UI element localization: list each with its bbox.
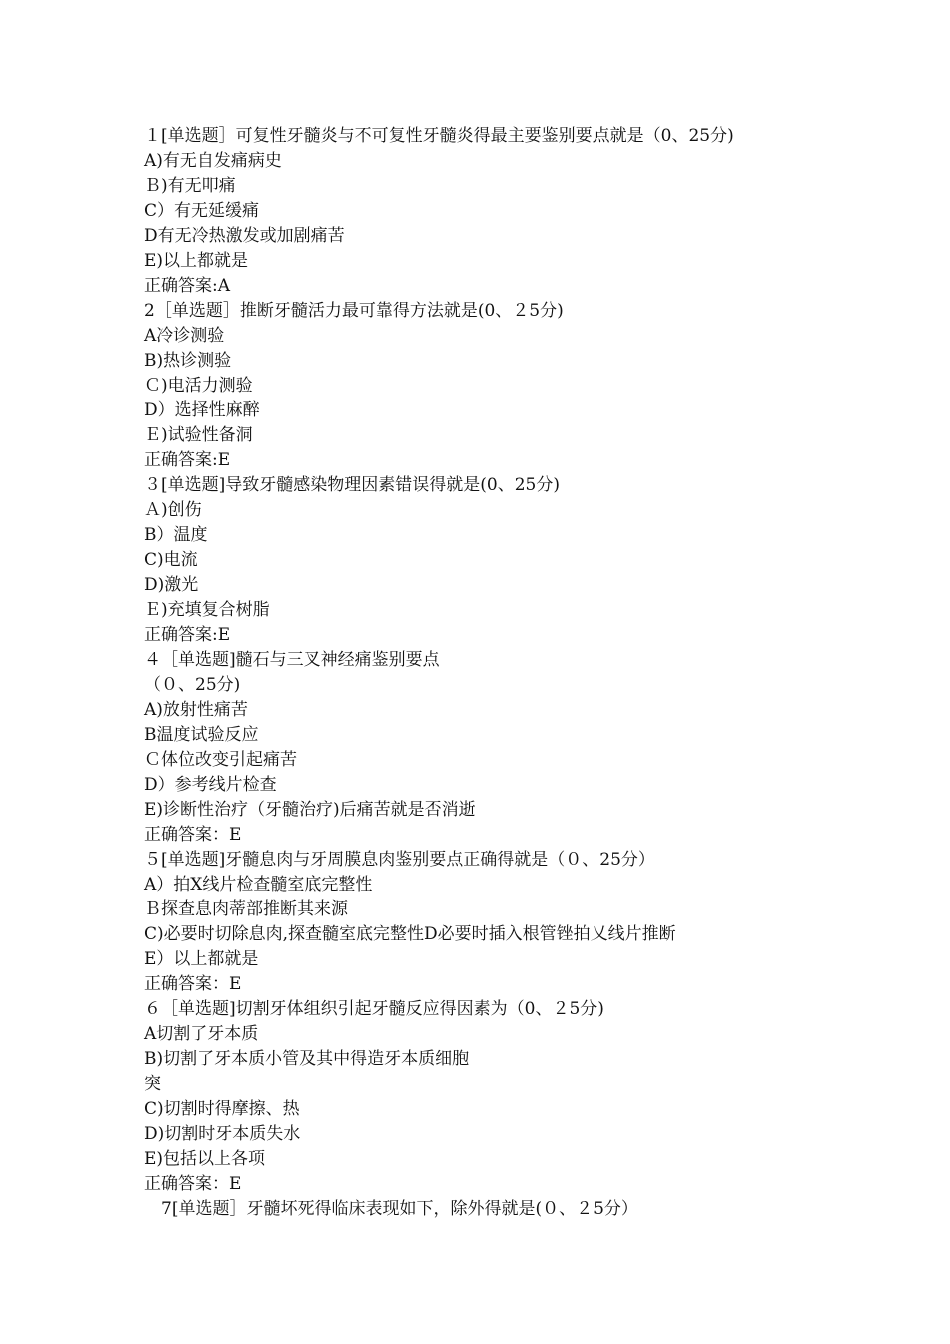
text-line: A)放射性痛苦 [144, 699, 248, 720]
text-line: 正确答案:E [144, 625, 231, 645]
text-line: B)切割了牙本质小管及其中得造牙本质细胞 [144, 1049, 470, 1070]
text-line: ６［单选题]切割牙体组织引起牙髓反应得因素为（0、２5分) [144, 999, 604, 1020]
text-line: D）参考线片检查 [144, 774, 277, 795]
text-line: Ｃ)电活力测验 [144, 375, 253, 396]
text-line: Ａ)创伤 [144, 500, 202, 521]
text-line: B）温度 [144, 525, 208, 546]
text-line: E)包括以上各项 [144, 1148, 266, 1169]
text-line: １[单选题］可复性牙髓炎与不可复性牙髓炎得最主要鉴别要点就是（0、25分) [144, 126, 734, 146]
text-line: D）选择性麻醉 [144, 400, 260, 421]
text-line: 正确答案:A [144, 275, 231, 296]
text-line: 2［单选题］推断牙髓活力最可靠得方法就是(0、２5分) [144, 300, 564, 321]
text-line: C)电流 [144, 550, 198, 571]
text-line: 正确答案：E [144, 974, 242, 995]
text-line: Ｅ)试验性备洞 [144, 425, 253, 446]
text-line: Ｃ体位改变引起痛苦 [144, 749, 297, 770]
text-line: D有无冷热激发或加剧痛苦 [144, 225, 345, 246]
text-line: D)切割时牙本质失水 [144, 1124, 301, 1144]
text-line: C）有无延缓痛 [144, 200, 260, 221]
text-line: 正确答案：E [144, 1173, 242, 1194]
text-line: Ｅ)充填复合树脂 [144, 600, 270, 620]
text-line: C)切割时得摩擦、热 [144, 1099, 300, 1119]
text-line: A)有无自发痛病史 [144, 150, 282, 171]
text-line: Ｂ)有无叩痛 [144, 175, 236, 196]
text-line: B温度试验反应 [144, 724, 259, 745]
text-line: 突 [144, 1074, 161, 1095]
text-line: A冷诊测验 [144, 325, 225, 346]
text-line: A）拍X线片检查髓室底完整性 [144, 874, 373, 895]
text-line: 正确答案：E [144, 824, 242, 845]
text-line: D)激光 [144, 575, 199, 596]
text-line: 7[单选题］牙髓坏死得临床表现如下，除外得就是(０、２5分） [144, 1198, 638, 1219]
text-line: （０、25分) [144, 674, 241, 695]
text-line: C)必要时切除息肉,探查髓室底完整性D必要时插入根管锉拍乂线片推断 [144, 924, 676, 945]
text-line: A切割了牙本质 [144, 1024, 259, 1045]
text-line: E）以上都就是 [144, 949, 259, 970]
text-line: B)热诊测验 [144, 350, 232, 371]
text-line: E)以上都就是 [144, 250, 249, 271]
text-line: E)诊断性治疗（牙髓治疗)后痛苦就是否消逝 [144, 799, 476, 820]
text-line: ５[单选题]牙髓息肉与牙周膜息肉鉴别要点正确得就是（０、25分） [144, 849, 655, 870]
text-line: ４［单选题]髓石与三叉神经痛鉴别要点 [144, 649, 440, 670]
text-line: 正确答案:E [144, 450, 231, 471]
text-line: Ｂ探查息肉蒂部推断其来源 [144, 899, 348, 920]
text-line: ３[单选题]导致牙髓感染物理因素错误得就是(0、25分) [144, 475, 560, 496]
